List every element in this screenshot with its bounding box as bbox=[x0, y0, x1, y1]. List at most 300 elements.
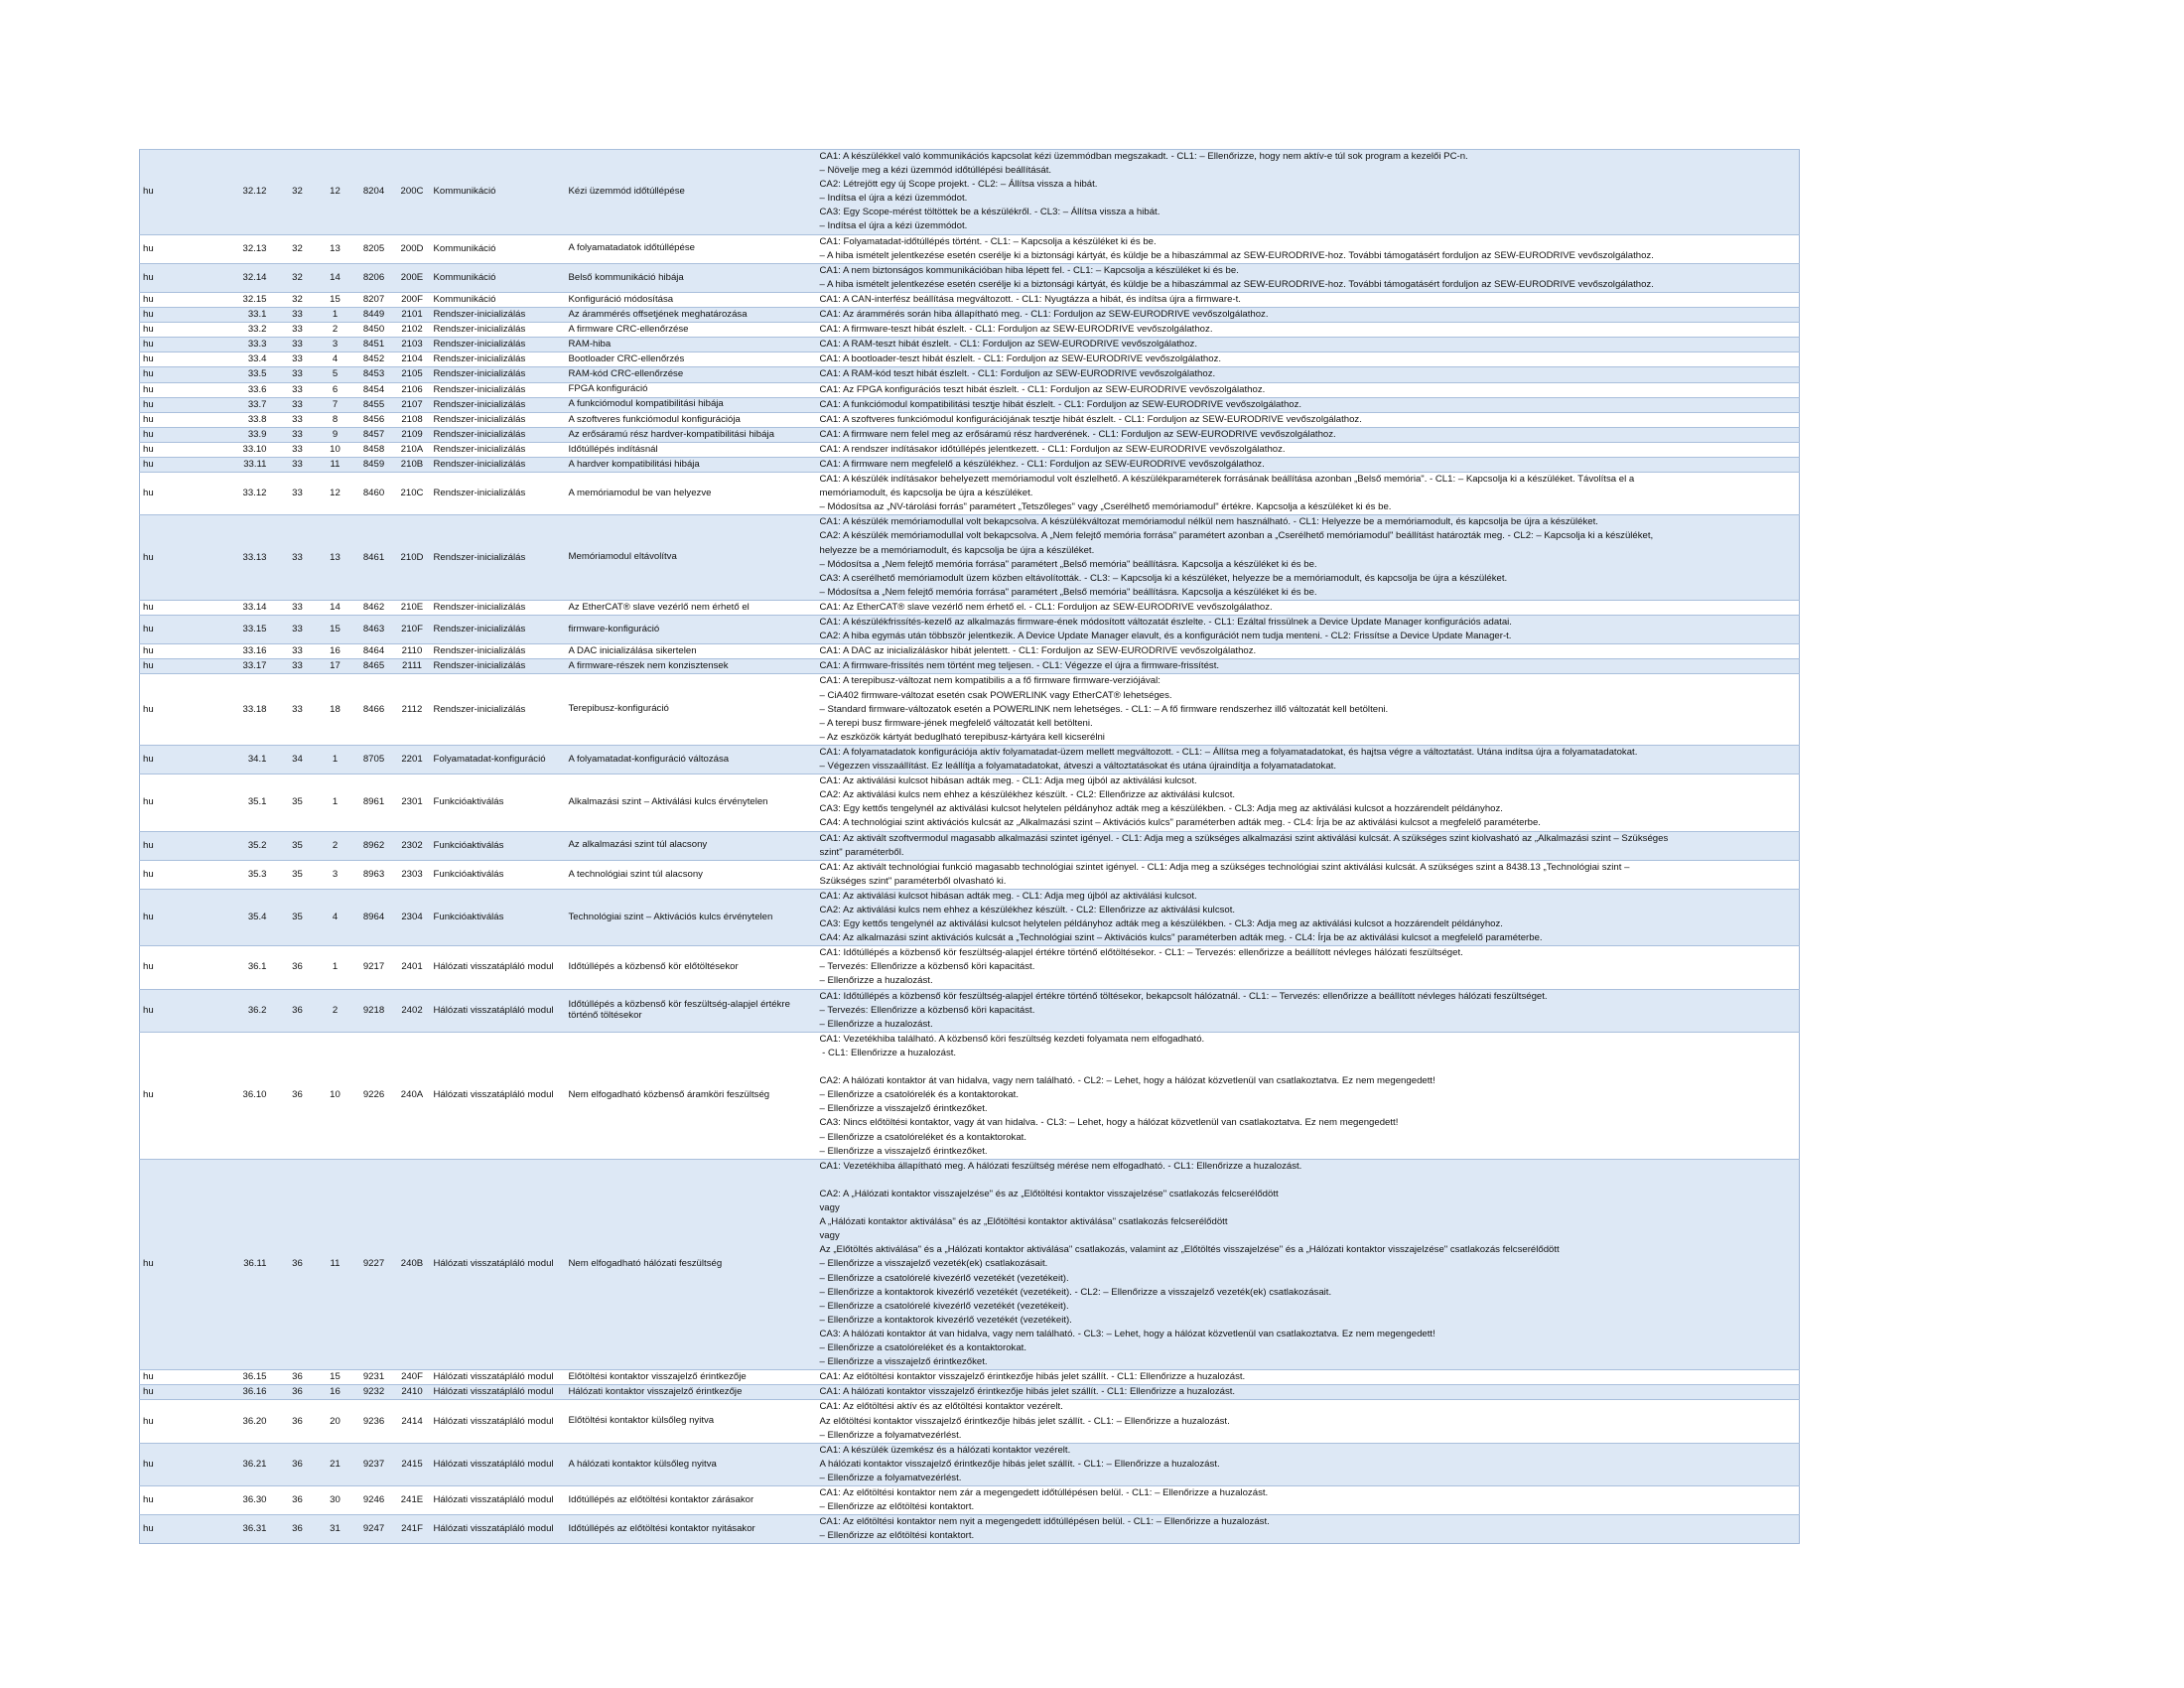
main-code-cell: 33 bbox=[279, 308, 317, 323]
category-cell: Funkcióaktiválás bbox=[431, 774, 566, 831]
sub-code-cell: 2 bbox=[317, 989, 354, 1032]
table-row bbox=[140, 150, 1800, 235]
fault-code-cell: 35.3 bbox=[209, 860, 279, 889]
table-row bbox=[140, 473, 1800, 515]
category-cell: Folyamatadat-konfiguráció bbox=[431, 745, 566, 774]
sub-code-cell: 6 bbox=[317, 382, 354, 397]
language-cell: hu bbox=[140, 774, 209, 831]
hex-code-cell: 200C bbox=[394, 150, 431, 235]
fault-code-cell: 33.8 bbox=[209, 412, 279, 427]
main-code-cell: 35 bbox=[279, 889, 317, 945]
hex-code-cell: 210F bbox=[394, 616, 431, 644]
language-cell: hu bbox=[140, 600, 209, 615]
cause-remedy-cell: CA1: A terepibusz-változat nem kompatibilis a a fő firmware firmware-verziójával: – CiA402 firmware-változat esetén csak POWERLINK vagy EtherCAT® lehetséges. – Standard firmware-változatok esetén a POWERLINK nem lehetséges. - CL1: – A fő firmware rendszerhez illő változatát kell betölteni. – A terepi busz firmware-jének megfelelő változatát kell betölteni. – Az eszközök kártyát beduglható terepibusz-kártyára kell kicserélni bbox=[817, 674, 1800, 746]
cause-remedy-cell: CA1: Az árammérés során hiba állapítható meg. - CL1: Forduljon az SEW-EURODRIVE vevőszolgálathoz. bbox=[817, 308, 1800, 323]
table-row bbox=[140, 1486, 1800, 1515]
hex-code-cell: 210C bbox=[394, 473, 431, 515]
language-cell: hu bbox=[140, 338, 209, 352]
category-cell: Rendszer-inicializálás bbox=[431, 644, 566, 659]
cause-remedy-cell: CA1: A bootloader-teszt hibát észlelt. - CL1: Forduljon az SEW-EURODRIVE vevőszolgálathoz. bbox=[817, 352, 1800, 367]
language-cell: hu bbox=[140, 412, 209, 427]
sub-code-cell: 11 bbox=[317, 1159, 354, 1370]
cause-remedy-cell: CA1: Időtúllépés a közbenső kör feszültség-alapjel értékre történő előtöltésekor. - CL1: – Tervezés: ellenőrizze a beállított névleges hálózati feszültséget. – Tervezés: Ellenőrizze a közbenső köri kapacitást. – Ellenőrizze a huzalozást. bbox=[817, 946, 1800, 989]
table-row bbox=[140, 1443, 1800, 1485]
language-cell: hu bbox=[140, 1400, 209, 1443]
main-code-cell: 33 bbox=[279, 515, 317, 601]
table-row bbox=[140, 442, 1800, 457]
error-name-cell: A hardver kompatibilitási hibája bbox=[566, 458, 817, 473]
cause-remedy-cell: CA1: A DAC az inicializáláskor hibát jelentett. - CL1: Forduljon az SEW-EURODRIVE vevőszolgálathoz. bbox=[817, 644, 1800, 659]
main-code-cell: 33 bbox=[279, 367, 317, 382]
table-row bbox=[140, 338, 1800, 352]
table-row bbox=[140, 1400, 1800, 1443]
table-row bbox=[140, 659, 1800, 674]
cause-remedy-cell: CA1: Az előtöltési kontaktor nem nyit a megengedett időtúllépésen belül. - CL1: – Ellenőrizze a huzalozást. – Ellenőrizze az előtöltési kontaktort. bbox=[817, 1515, 1800, 1544]
category-cell: Rendszer-inicializálás bbox=[431, 367, 566, 382]
category-cell: Hálózati visszatápláló modul bbox=[431, 1486, 566, 1515]
main-code-cell: 36 bbox=[279, 989, 317, 1032]
cause-remedy-cell: CA1: Az aktivált technológiai funkció magasabb technológiai szintet igényel. - CL1: Adja meg a szükséges technológiai szint aktiválási kulcsát. A szükséges szint a 8438.13 „Technológiai szint – Szükséges szint" paraméterből olvasható ki. bbox=[817, 860, 1800, 889]
hex-code-cell: 200F bbox=[394, 292, 431, 307]
cause-remedy-cell: CA1: A készülékkel való kommunikációs kapcsolat kézi üzemmódban megszakadt. - CL1: – Ellenőrizze, hogy nem aktív-e túl sok program a kezelői PC-n. – Növelje meg a kézi üzemmód időtúllépési beállítását. CA2: Létrejött egy új Scope projekt. - CL2: – Állítsa vissza a hibát. – Indítsa el újra a kézi üzemmódot. CA3: Egy Scope-mérést töltöttek be a készülékről. - CL3: – Állítsa vissza a hibát. – Indítsa el újra a kézi üzemmódot. bbox=[817, 150, 1800, 235]
sub-code-cell: 1 bbox=[317, 774, 354, 831]
table-row bbox=[140, 234, 1800, 263]
language-cell: hu bbox=[140, 889, 209, 945]
table-row bbox=[140, 427, 1800, 442]
error-name-cell: Az EtherCAT® slave vezérlő nem érhető el bbox=[566, 600, 817, 615]
fault-code-cell: 36.11 bbox=[209, 1159, 279, 1370]
cause-remedy-cell: CA1: A funkciómodul kompatibilitási tesztje hibát észlelt. - CL1: Forduljon az SEW-EURODRIVE vevőszolgálathoz. bbox=[817, 397, 1800, 412]
category-cell: Rendszer-inicializálás bbox=[431, 674, 566, 746]
cause-remedy-cell: CA1: Időtúllépés a közbenső kör feszültség-alapjel értékre történő töltésekor, bekapcsolt hálózatnál. - CL1: – Tervezés: ellenőrizze a beállított névleges hálózati feszültséget. – Tervezés: Ellenőrizze a közbenső köri kapacitást. – Ellenőrizze a huzalozást. bbox=[817, 989, 1800, 1032]
sub-code-cell: 13 bbox=[317, 515, 354, 601]
table-row bbox=[140, 1370, 1800, 1385]
sub-code-cell: 15 bbox=[317, 292, 354, 307]
cause-remedy-cell: CA1: Vezetékhiba található. A közbenső köri feszültség kezdeti folyamata nem elfogadható. - CL1: Ellenőrizze a huzalozást. CA2: A hálózati kontaktor át van hidalva, vagy nem található. - CL2: – Lehet, hogy a hálózat közvetlenül van csatlakoztatva. Ez nem megengedett! – Ellenőrizze a csatolórelék és a kontaktorokat. – Ellenőrizze a visszajelző érintkezőket. CA3: Nincs előtöltési kontaktor, vagy át van hidalva. - CL3: – Lehet, hogy a hálózat közvetlenül van csatlakoztatva. Ez nem megengedett! – Ellenőrizze a csatolóreléket és a kontaktorokat. – Ellenőrizze a visszajelző érintkezőket. bbox=[817, 1032, 1800, 1159]
table-row bbox=[140, 644, 1800, 659]
table-row bbox=[140, 989, 1800, 1032]
decimal-code-cell: 8449 bbox=[354, 308, 394, 323]
decimal-code-cell: 8962 bbox=[354, 831, 394, 860]
hex-code-cell: 241F bbox=[394, 1515, 431, 1544]
table-row bbox=[140, 774, 1800, 831]
decimal-code-cell: 8457 bbox=[354, 427, 394, 442]
language-cell: hu bbox=[140, 946, 209, 989]
language-cell: hu bbox=[140, 745, 209, 774]
main-code-cell: 33 bbox=[279, 412, 317, 427]
decimal-code-cell: 8463 bbox=[354, 616, 394, 644]
language-cell: hu bbox=[140, 1032, 209, 1159]
fault-code-cell: 33.15 bbox=[209, 616, 279, 644]
category-cell: Hálózati visszatápláló modul bbox=[431, 1370, 566, 1385]
decimal-code-cell: 9231 bbox=[354, 1370, 394, 1385]
table-row bbox=[140, 674, 1800, 746]
fault-code-cell: 36.1 bbox=[209, 946, 279, 989]
main-code-cell: 36 bbox=[279, 1443, 317, 1485]
fault-code-cell: 33.10 bbox=[209, 442, 279, 457]
error-name-cell: Az alkalmazási szint túl alacsony bbox=[566, 831, 817, 860]
language-cell: hu bbox=[140, 659, 209, 674]
error-name-cell: Nem elfogadható hálózati feszültség bbox=[566, 1159, 817, 1370]
cause-remedy-cell: CA1: Vezetékhiba állapítható meg. A hálózati feszültség mérése nem elfogadható. - CL1: Ellenőrizze a huzalozást. CA2: A „Hálózati kontaktor visszajelzése" és az „Előtöltési kontaktor visszajelzése" csatlakozás felcserélődött vagy A „Hálózati kontaktor aktiválása" és az „Előtöltési kontaktor aktiválása" csatlakozás felcserélődött vagy Az „Előtöltés aktiválása" és a „Hálózati kontaktor aktiválása" csatlakozás, valamint az „Előtöltés visszajelzése" és a „Hálózati kontaktor visszajelzése" csatlakozás felcserélődött – Ellenőrizze a visszajelző vezeték(ek) csatlakozásait. – Ellenőrizze a csatolórelé kivezérlő vezetékét (vezetékeit). – Ellenőrizze a kontaktorok kivezérlő vezetékét (vezetékeit). - CL2: – Ellenőrizze a visszajelző vezeték(ek) csatlakozásait. – Ellenőrizze a csatolórelé kivezérlő vezetékét (vezetékeit). – Ellenőrizze a kontaktorok kivezérlő vezetékét (vezetékeit). CA3: A hálózati kontaktor át van hidalva, vagy nem található. - CL3: – Lehet, hogy a hálózat közvetlenül van csatlakoztatva. Ez nem megengedett! – Ellenőrizze a csatolóreléket és a kontaktorokat. – Ellenőrizze a visszajelző érintkezőket. bbox=[817, 1159, 1800, 1370]
category-cell: Hálózati visszatápláló modul bbox=[431, 1159, 566, 1370]
main-code-cell: 33 bbox=[279, 323, 317, 338]
main-code-cell: 33 bbox=[279, 338, 317, 352]
error-name-cell: A DAC inicializálása sikertelen bbox=[566, 644, 817, 659]
category-cell: Funkcióaktiválás bbox=[431, 889, 566, 945]
category-cell: Funkcióaktiválás bbox=[431, 831, 566, 860]
decimal-code-cell: 8963 bbox=[354, 860, 394, 889]
language-cell: hu bbox=[140, 263, 209, 292]
category-cell: Kommunikáció bbox=[431, 292, 566, 307]
category-cell: Hálózati visszatápláló modul bbox=[431, 946, 566, 989]
cause-remedy-cell: CA1: A firmware nem felel meg az erősáramú rész hardverének. - CL1: Forduljon az SEW-EURODRIVE vevőszolgálathoz. bbox=[817, 427, 1800, 442]
hex-code-cell: 2415 bbox=[394, 1443, 431, 1485]
table-row bbox=[140, 1159, 1800, 1370]
fault-code-cell: 33.1 bbox=[209, 308, 279, 323]
hex-code-cell: 2107 bbox=[394, 397, 431, 412]
main-code-cell: 33 bbox=[279, 397, 317, 412]
sub-code-cell: 2 bbox=[317, 323, 354, 338]
hex-code-cell: 2103 bbox=[394, 338, 431, 352]
fault-code-cell: 33.18 bbox=[209, 674, 279, 746]
main-code-cell: 33 bbox=[279, 659, 317, 674]
sub-code-cell: 14 bbox=[317, 263, 354, 292]
cause-remedy-cell: CA1: Az aktiválási kulcsot hibásan adták meg. - CL1: Adja meg újból az aktiválási kulcsot. CA2: Az aktiválási kulcs nem ehhez a készülékhez készült. - CL2: Ellenőrizze az aktiválási kulcsot. CA3: Egy kettős tengelynél az aktiválási kulcsot helytelen példányhoz adták meg a készülékben. - CL3: Adja meg az aktiválási kulcsot a hozzárendelt példányhoz. CA4: A technológiai szint aktivációs kulcsát az „Alkalmazási szint – Aktivációs kulcs" paraméterben adták meg. - CL4: Írja be az aktiválási kulcsot a megfelelő paraméterbe. bbox=[817, 774, 1800, 831]
sub-code-cell: 18 bbox=[317, 674, 354, 746]
hex-code-cell: 2410 bbox=[394, 1385, 431, 1400]
category-cell: Kommunikáció bbox=[431, 234, 566, 263]
fault-code-cell: 35.4 bbox=[209, 889, 279, 945]
table-row bbox=[140, 600, 1800, 615]
sub-code-cell: 7 bbox=[317, 397, 354, 412]
error-name-cell: A technológiai szint túl alacsony bbox=[566, 860, 817, 889]
error-name-cell: A folyamatadat-konfiguráció változása bbox=[566, 745, 817, 774]
main-code-cell: 36 bbox=[279, 1385, 317, 1400]
language-cell: hu bbox=[140, 150, 209, 235]
decimal-code-cell: 9226 bbox=[354, 1032, 394, 1159]
language-cell: hu bbox=[140, 989, 209, 1032]
hex-code-cell: 2401 bbox=[394, 946, 431, 989]
hex-code-cell: 2201 bbox=[394, 745, 431, 774]
sub-code-cell: 3 bbox=[317, 338, 354, 352]
language-cell: hu bbox=[140, 515, 209, 601]
sub-code-cell: 2 bbox=[317, 831, 354, 860]
main-code-cell: 33 bbox=[279, 352, 317, 367]
hex-code-cell: 2112 bbox=[394, 674, 431, 746]
main-code-cell: 33 bbox=[279, 644, 317, 659]
hex-code-cell: 200E bbox=[394, 263, 431, 292]
error-name-cell: Kézi üzemmód időtúllépése bbox=[566, 150, 817, 235]
cause-remedy-cell: CA1: Folyamatadat-időtúllépés történt. - CL1: – Kapcsolja a készüléket ki és be. – A hiba ismételt jelentkezése esetén cserélje ki a biztonsági kártyát, és küldje be a hibaszámmal az SEW-EURODRIVE-hoz. További támogatásért forduljon az SEW-EURODRIVE vevőszolgálathoz. bbox=[817, 234, 1800, 263]
decimal-code-cell: 8462 bbox=[354, 600, 394, 615]
language-cell: hu bbox=[140, 831, 209, 860]
error-name-cell: RAM-kód CRC-ellenőrzése bbox=[566, 367, 817, 382]
category-cell: Rendszer-inicializálás bbox=[431, 515, 566, 601]
error-name-cell: Az erősáramú rész hardver-kompatibilitási hibája bbox=[566, 427, 817, 442]
category-cell: Rendszer-inicializálás bbox=[431, 382, 566, 397]
error-name-cell: Nem elfogadható közbenső áramköri feszültség bbox=[566, 1032, 817, 1159]
error-name-cell: Az árammérés offsetjének meghatározása bbox=[566, 308, 817, 323]
main-code-cell: 36 bbox=[279, 1159, 317, 1370]
category-cell: Hálózati visszatápláló modul bbox=[431, 1400, 566, 1443]
error-name-cell: Előtöltési kontaktor külsőleg nyitva bbox=[566, 1400, 817, 1443]
table-row bbox=[140, 397, 1800, 412]
hex-code-cell: 2304 bbox=[394, 889, 431, 945]
decimal-code-cell: 8465 bbox=[354, 659, 394, 674]
table-row bbox=[140, 382, 1800, 397]
category-cell: Rendszer-inicializálás bbox=[431, 659, 566, 674]
sub-code-cell: 10 bbox=[317, 1032, 354, 1159]
decimal-code-cell: 8456 bbox=[354, 412, 394, 427]
category-cell: Rendszer-inicializálás bbox=[431, 323, 566, 338]
main-code-cell: 36 bbox=[279, 1370, 317, 1385]
language-cell: hu bbox=[140, 458, 209, 473]
error-name-cell: FPGA konfiguráció bbox=[566, 382, 817, 397]
category-cell: Rendszer-inicializálás bbox=[431, 473, 566, 515]
category-cell: Rendszer-inicializálás bbox=[431, 427, 566, 442]
decimal-code-cell: 8459 bbox=[354, 458, 394, 473]
sub-code-cell: 8 bbox=[317, 412, 354, 427]
sub-code-cell: 21 bbox=[317, 1443, 354, 1485]
sub-code-cell: 1 bbox=[317, 946, 354, 989]
table-row bbox=[140, 1385, 1800, 1400]
language-cell: hu bbox=[140, 644, 209, 659]
hex-code-cell: 2414 bbox=[394, 1400, 431, 1443]
fault-code-cell: 33.17 bbox=[209, 659, 279, 674]
category-cell: Kommunikáció bbox=[431, 150, 566, 235]
decimal-code-cell: 8451 bbox=[354, 338, 394, 352]
table-row bbox=[140, 412, 1800, 427]
decimal-code-cell: 8455 bbox=[354, 397, 394, 412]
decimal-code-cell: 9246 bbox=[354, 1486, 394, 1515]
hex-code-cell: 2101 bbox=[394, 308, 431, 323]
fault-code-cell: 36.31 bbox=[209, 1515, 279, 1544]
language-cell: hu bbox=[140, 382, 209, 397]
category-cell: Hálózati visszatápláló modul bbox=[431, 989, 566, 1032]
hex-code-cell: 210B bbox=[394, 458, 431, 473]
decimal-code-cell: 8207 bbox=[354, 292, 394, 307]
table-row bbox=[140, 1515, 1800, 1544]
language-cell: hu bbox=[140, 234, 209, 263]
error-name-cell: Előtöltési kontaktor visszajelző érintkezője bbox=[566, 1370, 817, 1385]
fault-code-cell: 35.2 bbox=[209, 831, 279, 860]
hex-code-cell: 2102 bbox=[394, 323, 431, 338]
error-name-cell: A memóriamodul be van helyezve bbox=[566, 473, 817, 515]
hex-code-cell: 2302 bbox=[394, 831, 431, 860]
sub-code-cell: 16 bbox=[317, 644, 354, 659]
main-code-cell: 33 bbox=[279, 442, 317, 457]
category-cell: Rendszer-inicializálás bbox=[431, 442, 566, 457]
category-cell: Rendszer-inicializálás bbox=[431, 397, 566, 412]
fault-code-cell: 36.15 bbox=[209, 1370, 279, 1385]
hex-code-cell: 2110 bbox=[394, 644, 431, 659]
category-cell: Rendszer-inicializálás bbox=[431, 616, 566, 644]
decimal-code-cell: 8453 bbox=[354, 367, 394, 382]
fault-code-cell: 33.2 bbox=[209, 323, 279, 338]
category-cell: Rendszer-inicializálás bbox=[431, 352, 566, 367]
decimal-code-cell: 8452 bbox=[354, 352, 394, 367]
language-cell: hu bbox=[140, 616, 209, 644]
fault-code-cell: 35.1 bbox=[209, 774, 279, 831]
table-row bbox=[140, 352, 1800, 367]
category-cell: Rendszer-inicializálás bbox=[431, 600, 566, 615]
decimal-code-cell: 8461 bbox=[354, 515, 394, 601]
fault-code-cell: 32.15 bbox=[209, 292, 279, 307]
table-row bbox=[140, 367, 1800, 382]
category-cell: Hálózati visszatápláló modul bbox=[431, 1385, 566, 1400]
cause-remedy-cell: CA1: A firmware-frissítés nem történt meg teljesen. - CL1: Végezze el újra a firmware-frissítést. bbox=[817, 659, 1800, 674]
error-name-cell: firmware-konfiguráció bbox=[566, 616, 817, 644]
sub-code-cell: 17 bbox=[317, 659, 354, 674]
table-row bbox=[140, 323, 1800, 338]
sub-code-cell: 13 bbox=[317, 234, 354, 263]
sub-code-cell: 3 bbox=[317, 860, 354, 889]
main-code-cell: 34 bbox=[279, 745, 317, 774]
table-row bbox=[140, 616, 1800, 644]
error-name-cell: Időtúllépés az előtöltési kontaktor zárásakor bbox=[566, 1486, 817, 1515]
hex-code-cell: 240F bbox=[394, 1370, 431, 1385]
cause-remedy-cell: CA1: A készülék memóriamodullal volt bekapcsolva. A készülékváltozat memóriamodul nélkül nem használható. - CL1: Helyezze be a memóriamodult, és kapcsolja be újra a készüléket. CA2: A készülék memóriamodullal volt bekapcsolva. A „Nem felejtő memória forrása" paramétert azonban a „Cserélhető memóriamodul" beállítást határozták meg. - CL2: – Kapcsolja ki a készüléket, helyezze be a memóriamodult, és kapcsolja be újra a készüléket. – Módosítsa a „Nem felejtő memória forrása" paramétert „Belső memória" beállításra. Kapcsolja a készüléket ki és be. CA3: A cserélhető memóriamodult üzem közben eltávolították. - CL3: – Kapcsolja ki a készüléket, helyezze be a memóriamodult, és kapcsolja be újra a készüléket. – Módosítsa a „Nem felejtő memória forrása" paramétert „Belső memória" beállításra. Kapcsolja a készüléket ki és be. bbox=[817, 515, 1800, 601]
cause-remedy-cell: CA1: A készülékfrissítés-kezelő az alkalmazás firmware-ének módosított változatát észlelte. - CL1: Ezáltal frissülnek a Device Update Manager konfigurációs adatai. CA2: A hiba egymás után többször jelentkezik. A Device Update Manager elavult, és a konfigurációt nem tudja menteni. - CL2: Frissítse a Device Update Manager-t. bbox=[817, 616, 1800, 644]
error-name-cell: Időtúllépés a közbenső kör feszültség-alapjel értékre történő töltésekor bbox=[566, 989, 817, 1032]
table-row bbox=[140, 860, 1800, 889]
fault-code-cell: 32.13 bbox=[209, 234, 279, 263]
decimal-code-cell: 9236 bbox=[354, 1400, 394, 1443]
fault-code-cell: 33.16 bbox=[209, 644, 279, 659]
cause-remedy-cell: CA1: A szoftveres funkciómodul konfigurációjának tesztje hibát észlelt. - CL1: Forduljon az SEW-EURODRIVE vevőszolgálathoz. bbox=[817, 412, 1800, 427]
cause-remedy-cell: CA1: Az előtöltési kontaktor nem zár a megengedett időtúllépésen belül. - CL1: – Ellenőrizze a huzalozást. – Ellenőrizze az előtöltési kontaktort. bbox=[817, 1486, 1800, 1515]
sub-code-cell: 15 bbox=[317, 616, 354, 644]
table-row bbox=[140, 889, 1800, 945]
hex-code-cell: 2105 bbox=[394, 367, 431, 382]
error-name-cell: Időtúllépés az előtöltési kontaktor nyitásakor bbox=[566, 1515, 817, 1544]
error-name-cell: Időtúllépés a közbenső kör előtöltésekor bbox=[566, 946, 817, 989]
error-name-cell: Memóriamodul eltávolítva bbox=[566, 515, 817, 601]
language-cell: hu bbox=[140, 352, 209, 367]
language-cell: hu bbox=[140, 860, 209, 889]
language-cell: hu bbox=[140, 367, 209, 382]
decimal-code-cell: 9232 bbox=[354, 1385, 394, 1400]
fault-code-cell: 33.4 bbox=[209, 352, 279, 367]
language-cell: hu bbox=[140, 442, 209, 457]
category-cell: Hálózati visszatápláló modul bbox=[431, 1032, 566, 1159]
sub-code-cell: 9 bbox=[317, 427, 354, 442]
cause-remedy-cell: CA1: Az EtherCAT® slave vezérlő nem érhető el. - CL1: Forduljon az SEW-EURODRIVE vevőszolgálathoz. bbox=[817, 600, 1800, 615]
cause-remedy-cell: CA1: Az előtöltési aktív és az előtöltési kontaktor vezérelt. Az előtöltési kontaktor visszajelző érintkezője hibás jelet szállít. - CL1: – Ellenőrizze a huzalozást. – Ellenőrizze a folyamatvezérlést. bbox=[817, 1400, 1800, 1443]
decimal-code-cell: 8204 bbox=[354, 150, 394, 235]
main-code-cell: 33 bbox=[279, 674, 317, 746]
error-name-cell: Konfiguráció módosítása bbox=[566, 292, 817, 307]
cause-remedy-cell: CA1: A CAN-interfész beállítása megváltozott. - CL1: Nyugtázza a hibát, és indítsa újra a firmware-t. bbox=[817, 292, 1800, 307]
main-code-cell: 33 bbox=[279, 616, 317, 644]
language-cell: hu bbox=[140, 1443, 209, 1485]
cause-remedy-cell: CA1: A RAM-teszt hibát észlelt. - CL1: Forduljon az SEW-EURODRIVE vevőszolgálathoz. bbox=[817, 338, 1800, 352]
sub-code-cell: 20 bbox=[317, 1400, 354, 1443]
table-row bbox=[140, 1032, 1800, 1159]
fault-code-cell: 33.3 bbox=[209, 338, 279, 352]
error-name-cell: Időtúllépés indításnál bbox=[566, 442, 817, 457]
sub-code-cell: 12 bbox=[317, 473, 354, 515]
main-code-cell: 36 bbox=[279, 1515, 317, 1544]
sub-code-cell: 14 bbox=[317, 600, 354, 615]
hex-code-cell: 210A bbox=[394, 442, 431, 457]
hex-code-cell: 2402 bbox=[394, 989, 431, 1032]
fault-code-cell: 36.21 bbox=[209, 1443, 279, 1485]
decimal-code-cell: 8705 bbox=[354, 745, 394, 774]
main-code-cell: 36 bbox=[279, 1486, 317, 1515]
fault-code-cell: 33.11 bbox=[209, 458, 279, 473]
hex-code-cell: 2109 bbox=[394, 427, 431, 442]
main-code-cell: 36 bbox=[279, 946, 317, 989]
cause-remedy-cell: CA1: A folyamatadatok konfigurációja aktív folyamatadat-üzem mellett megváltozott. - CL1: – Állítsa meg a folyamatadatokat, és hajtsa végre a változtatást. Utána indítsa újra a folyamatadatokat. – Végezzen visszaállítást. Ez leállítja a folyamatadatokat, átveszi a változtatásokat és utána újraindítja a folyamatadatokat. bbox=[817, 745, 1800, 774]
cause-remedy-cell: CA1: A RAM-kód teszt hibát észlelt. - CL1: Forduljon az SEW-EURODRIVE vevőszolgálathoz. bbox=[817, 367, 1800, 382]
main-code-cell: 36 bbox=[279, 1032, 317, 1159]
decimal-code-cell: 8961 bbox=[354, 774, 394, 831]
category-cell: Kommunikáció bbox=[431, 263, 566, 292]
decimal-code-cell: 8450 bbox=[354, 323, 394, 338]
error-name-cell: A folyamatadatok időtúllépése bbox=[566, 234, 817, 263]
hex-code-cell: 2104 bbox=[394, 352, 431, 367]
decimal-code-cell: 8466 bbox=[354, 674, 394, 746]
main-code-cell: 33 bbox=[279, 473, 317, 515]
language-cell: hu bbox=[140, 323, 209, 338]
decimal-code-cell: 8460 bbox=[354, 473, 394, 515]
error-name-cell: Alkalmazási szint – Aktiválási kulcs érvénytelen bbox=[566, 774, 817, 831]
language-cell: hu bbox=[140, 674, 209, 746]
language-cell: hu bbox=[140, 397, 209, 412]
fault-code-cell: 33.14 bbox=[209, 600, 279, 615]
fault-code-cell: 32.12 bbox=[209, 150, 279, 235]
fault-code-cell: 36.16 bbox=[209, 1385, 279, 1400]
decimal-code-cell: 8454 bbox=[354, 382, 394, 397]
sub-code-cell: 4 bbox=[317, 889, 354, 945]
main-code-cell: 32 bbox=[279, 234, 317, 263]
table-row bbox=[140, 515, 1800, 601]
table-row bbox=[140, 263, 1800, 292]
hex-code-cell: 2108 bbox=[394, 412, 431, 427]
error-name-cell: Technológiai szint – Aktivációs kulcs érvénytelen bbox=[566, 889, 817, 945]
category-cell: Hálózati visszatápláló modul bbox=[431, 1443, 566, 1485]
cause-remedy-cell: CA1: Az aktivált szoftvermodul magasabb alkalmazási szintet igényel. - CL1: Adja meg a szükséges alkalmazási szint aktiválási kulcsát. A szükséges szint kiolvasható az „Alkalmazási szint – Szükséges szint" paraméterből. bbox=[817, 831, 1800, 860]
table-row bbox=[140, 308, 1800, 323]
fault-code-cell: 32.14 bbox=[209, 263, 279, 292]
table-row bbox=[140, 946, 1800, 989]
main-code-cell: 35 bbox=[279, 831, 317, 860]
sub-code-cell: 1 bbox=[317, 745, 354, 774]
main-code-cell: 33 bbox=[279, 600, 317, 615]
sub-code-cell: 12 bbox=[317, 150, 354, 235]
decimal-code-cell: 9227 bbox=[354, 1159, 394, 1370]
error-name-cell: A firmware CRC-ellenőrzése bbox=[566, 323, 817, 338]
language-cell: hu bbox=[140, 473, 209, 515]
language-cell: hu bbox=[140, 308, 209, 323]
decimal-code-cell: 9237 bbox=[354, 1443, 394, 1485]
cause-remedy-cell: CA1: A rendszer indításakor időtúllépés jelentkezett. - CL1: Forduljon az SEW-EURODRIVE vevőszolgálathoz. bbox=[817, 442, 1800, 457]
fault-code-cell: 33.13 bbox=[209, 515, 279, 601]
main-code-cell: 33 bbox=[279, 382, 317, 397]
sub-code-cell: 16 bbox=[317, 1385, 354, 1400]
decimal-code-cell: 8464 bbox=[354, 644, 394, 659]
sub-code-cell: 5 bbox=[317, 367, 354, 382]
cause-remedy-cell: CA1: A nem biztonságos kommunikációban hiba lépett fel. - CL1: – Kapcsolja a készüléket ki és be. – A hiba ismételt jelentkezése esetén cserélje ki a biztonsági kártyát, és küldje be a hibaszámmal az SEW-EURODRIVE-hoz. További támogatásért forduljon az SEW-EURODRIVE vevőszolgálathoz. bbox=[817, 263, 1800, 292]
hex-code-cell: 241E bbox=[394, 1486, 431, 1515]
sub-code-cell: 15 bbox=[317, 1370, 354, 1385]
table-row bbox=[140, 831, 1800, 860]
sub-code-cell: 30 bbox=[317, 1486, 354, 1515]
language-cell: hu bbox=[140, 1515, 209, 1544]
fault-code-table bbox=[139, 149, 1800, 1544]
